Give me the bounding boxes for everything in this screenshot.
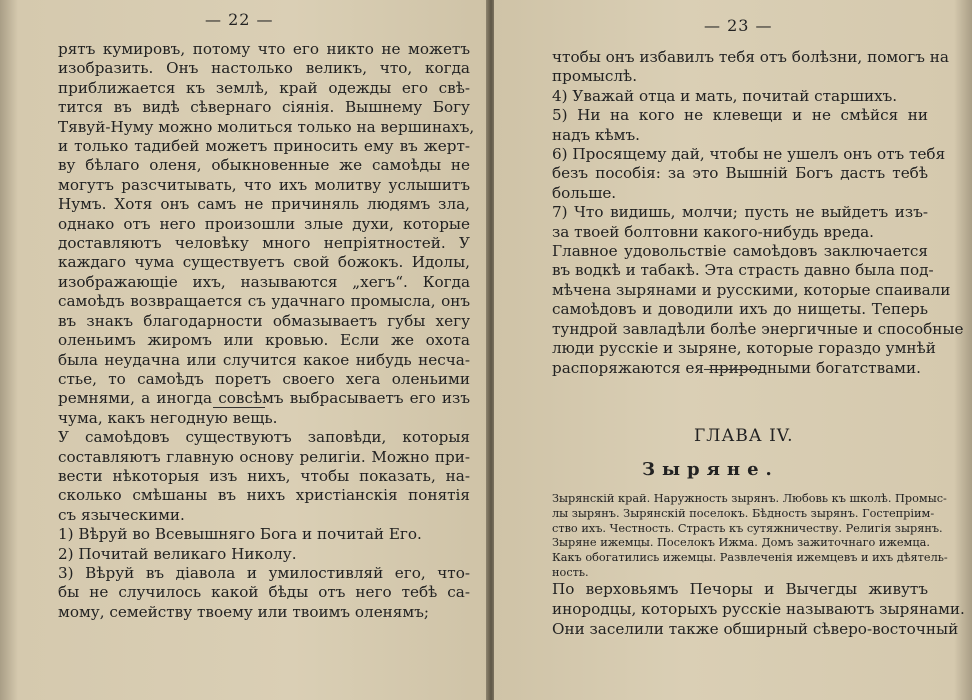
text-line: за твоей болтовни какого-нибудь вреда. (552, 222, 874, 241)
chapter-title: Зыряне. (642, 459, 779, 480)
text-line: По верховьямъ Печоры и Вычегды живутъ (552, 580, 928, 598)
text-line: бы не случилось какой бѣды отъ него тебѣ са- (58, 583, 470, 602)
text-line: 7) Что видишь, молчи; пусть не выйдетъ изъ- (552, 203, 928, 222)
section-divider-left (213, 407, 265, 408)
text-line: Зырянскій край. Наружность зырянъ. Любовь къ школѣ. Промыс- (552, 492, 947, 505)
text-line: лы зырянъ. Зырянскій поселокъ. Бѣдность зырянъ. Гостепріим- (552, 506, 935, 520)
text-line: приближается къ землѣ, край одежды его свѣ- (58, 78, 470, 97)
text-line: больше. (552, 183, 617, 202)
text-line: ство ихъ. Честность. Страсть къ сутяжничеству. Религія зырянъ. (552, 521, 943, 535)
text-line: каждаго чума существуетъ свой божокъ. Идолы, (58, 253, 470, 272)
text-line: доставляютъ человѣку много непріятностей. У (58, 234, 470, 253)
text-line: изображающіе ихъ, называются „хегъ“. Когда (58, 272, 470, 291)
text-line: ву бѣлаго оленя, обыкновенные же самоѣды не (58, 156, 470, 175)
text-line: самоѣдовъ и доводили ихъ до нищеты. Теперь (552, 300, 928, 319)
text-line: рятъ кумировъ, потому что его никто не можетъ (58, 40, 470, 58)
text-line: самоѣдъ возвращается съ удачнаго промысла, онъ (58, 292, 470, 311)
text-line: была неудачна или случится какое нибудь несча- (58, 350, 470, 369)
text-line: оленьимъ жиромъ или кровью. Если же охота (58, 331, 470, 350)
page-number-left: — 22 — (205, 10, 274, 29)
section-divider-right (704, 369, 760, 370)
left-page-text (58, 40, 475, 622)
text-line: У самоѣдовъ существуютъ заповѣди, которыя (58, 428, 470, 447)
text-line: съ языческими. (58, 505, 185, 524)
text-line: Какъ обогатились ижемцы. Развлеченія ижемцевъ и ихъ дѣятель- (552, 551, 948, 565)
text-line: безъ пособія: за это Вышній Богъ дастъ тебѣ (552, 164, 928, 183)
text-line: изобразить. Онъ настолько великъ, что, когда (58, 59, 470, 78)
text-line: Зыряне ижемцы. Поселокъ Ижма. Домъ зажиточнаго ижемца. (552, 536, 930, 550)
text-line: распоряжаются ея природными богатствами. (552, 358, 921, 377)
text-line: тится въ видѣ сѣвернаго сіянія. Вышнему Богу (58, 98, 470, 117)
text-line: 6) Просящему дай, чтобы не ушелъ онъ отъ тебя (552, 145, 946, 164)
chapter-body-text (552, 579, 965, 639)
text-line: 4) Уважай отца и мать, почитай старшихъ. (552, 86, 898, 105)
text-line: мому, семейству твоему или твоимъ оленямъ; (58, 602, 429, 621)
text-line: могутъ разсчитывать, что ихъ молитву услышитъ (58, 175, 470, 194)
text-line: мѣчена зырянами и русскими, которые спаивали (552, 280, 951, 299)
text-line: Они заселили также обширный сѣверо-восточный (552, 620, 959, 638)
text-line: составляютъ главную основу религіи. Можно при- (58, 447, 470, 466)
right-page-text (552, 48, 964, 378)
text-line: Нумъ. Хотя онъ самъ не причиняль людямъ зла, (58, 195, 470, 214)
text-line: однако отъ него произошли злые духи, которые (58, 214, 470, 233)
text-line: въ водкѣ и табакѣ. Эта страсть давно была под- (552, 261, 934, 280)
text-line: Тявуй-Нуму можно молиться только на вершинахъ, (58, 117, 475, 136)
text-line: инородцы, которыхъ русскіе называютъ зырянами. (552, 600, 965, 618)
chapter-summary (552, 492, 948, 581)
text-line: 3) Вѣруй въ діавола и умилостивляй его, что- (58, 563, 470, 582)
text-line: ремнями, а иногда совсѣмъ выбрасываетъ его изъ (58, 389, 470, 408)
text-line: стье, то самоѣдъ поретъ своего хега оленьими (58, 369, 470, 388)
text-line: промыслѣ. (552, 67, 638, 86)
text-line: 5) Ни на кого не клевещи и не смѣйся ни (552, 106, 928, 125)
text-line: вести нѣкоторыя изъ нихъ, чтобы показать, на- (58, 466, 470, 485)
page-number-right: — 23 — (704, 16, 773, 35)
text-line: Главное удовольствіе самоѣдовъ заключается (552, 242, 928, 261)
text-line: люди русскіе и зыряне, которые гораздо умнѣй (552, 339, 936, 358)
text-line: чтобы онъ избавилъ тебя отъ болѣзни, помогъ на (552, 48, 949, 66)
text-line: 1) Вѣруй во Всевышняго Бога и почитай Его. (58, 525, 422, 544)
text-line: сколько смѣшаны въ нихъ христіанскія понятія (58, 486, 470, 505)
text-line: 2) Почитай великаго Николу. (58, 544, 297, 563)
text-line: ность. (552, 565, 589, 579)
text-line: и только тадибей можетъ приносить ему въ жерт- (58, 137, 470, 156)
text-line: тундрой завладѣли болѣе энергичные и способные (552, 319, 964, 338)
right-page (494, 0, 972, 700)
chapter-heading: ГЛАВА IV. (694, 426, 794, 446)
text-line: надъ кѣмъ. (552, 125, 640, 144)
text-line: чума, какъ негодную вещь. (58, 408, 278, 427)
text-line: въ знакъ благодарности обмазываетъ губы хегу (58, 311, 470, 330)
